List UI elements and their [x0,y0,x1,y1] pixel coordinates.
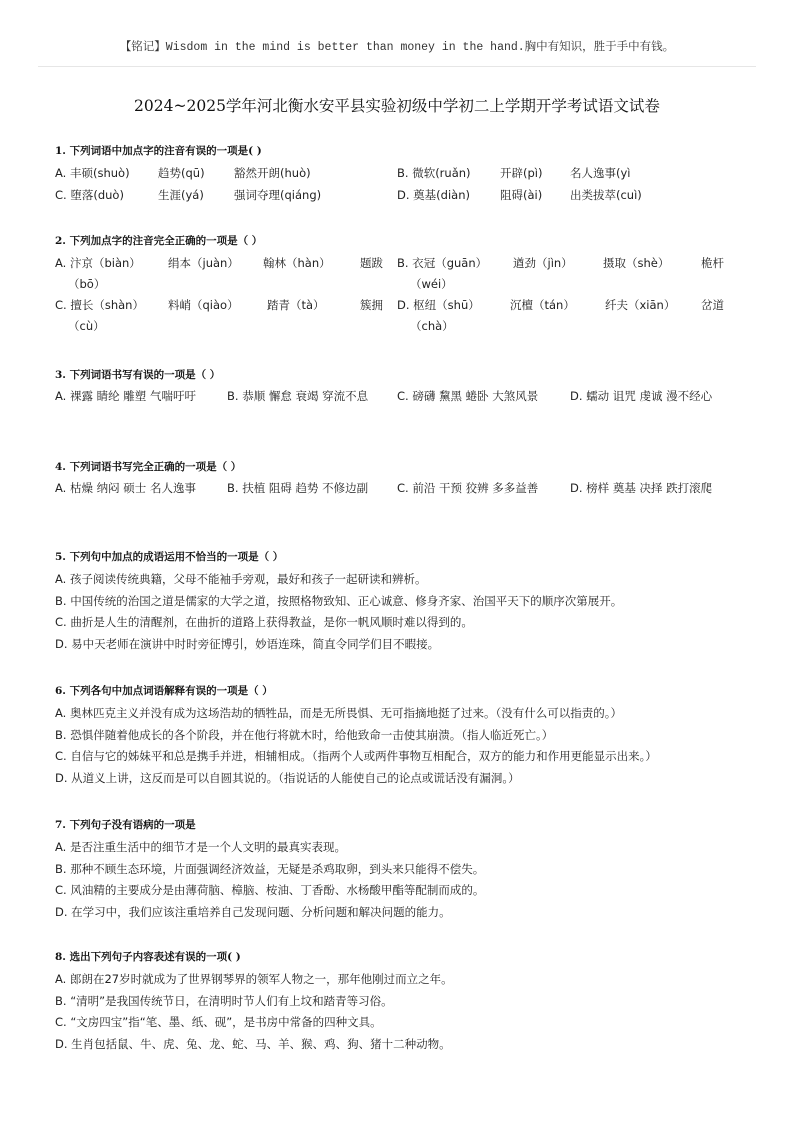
option-b-word-3: 摄取（shè） [603,256,670,270]
header-divider [38,66,756,67]
option-c-word-3: 踏青（tà） [267,298,325,312]
option-c-word-2: 料峭（qiào） [168,298,239,312]
option-a-pinyin-wrap: （bō） [68,277,106,291]
option-d-word-4: 岔道 [701,298,724,312]
option-a: A. 是否注重生活中的细节才是一个人文明的最真实表现。 [55,840,346,854]
option-a: A. 枯燥 纳闷 硕士 名人逸事 [55,481,196,495]
option-b: B. 扶植 阻碍 趋势 不修边副 [227,481,369,495]
option-b: B. 恭顺 懈怠 衰竭 穿流不息 [227,389,369,403]
option-c: C. 磅礴 黧黑 蜷卧 大煞风景 [397,389,539,403]
option-d-word-2: 阻碍(ài) [500,188,543,202]
option-a: A. 郎朗在27岁时就成为了世界钢琴界的领军人物之一，那年他刚过而立之年。 [55,972,453,986]
question-stem: 8. 选出下列句子内容表述有误的一项( ) [55,951,241,963]
option-b-word-1: B. 微软(ruǎn) [397,166,471,180]
question-6 [55,680,745,788]
option-a-word-3: 翰林（hàn） [263,256,331,270]
option-d: D. 生肖包括鼠、牛、虎、兔、龙、蛇、马、羊、猴、鸡、狗、猪十二种动物。 [55,1036,451,1051]
option-d-word-1: D. 枢纽（shū） [397,298,480,312]
option-c: C. 自信与它的姊妹平和总是携手并进，相辅相成。（指两个人或两件事物互相配合，双方的能力和作用更能显示出来。） [55,749,657,763]
option-d-word-3: 出类拔萃(cuì) [570,188,642,202]
option-c-word-1: C. 堕落(duò) [55,188,124,202]
question-stem: 1. 下列词语中加点字的注音有误的一项是( ) [55,145,262,157]
option-d-word-2: 沉檀（tán） [510,298,575,312]
option-d-word-3: 纤夫（xiān） [605,298,676,312]
question-2 [55,230,745,336]
option-d-pinyin-wrap: （chà） [410,319,454,333]
option-row-ab [55,162,745,184]
question-5 [55,546,745,654]
question-stem: 7. 下列句子没有语病的一项是 [55,819,196,831]
option-b-word-4: 桅杆 [701,256,724,270]
option-c-word-4: 簇拥 [360,298,383,312]
question-stem: 2. 下列加点字的注音完全正确的一项是（ ） [55,235,263,247]
option-a: A. 奥林匹克主义并没有成为这场浩劫的牺牲品，而是无所畏惧、无可指摘地挺了过来。（没有什么可以指责的。） [55,706,622,720]
option-c: C. “文房四宝”指“笔、墨、纸、砚”，是书房中常备的四种文具。 [55,1015,382,1029]
motto-header: 【铭记】Wisdom in the mind is better than money in the hand.胸中有知识，胜于手中有钱。 [119,41,675,54]
question-4 [55,456,745,520]
option-d: D. 蠕动 诅咒 虔诚 漫不经心 [570,389,713,403]
option-b-word-2: 开辟(pì) [500,166,543,180]
option-d: D. 易中天老师在演讲中时时旁征博引，妙语连珠，简直令同学们目不暇接。 [55,636,440,651]
option-a: A. 裸露 睛纶 雕塑 气喘吁吁 [55,389,196,403]
option-b: B. 那种不顾生态环境，片面强调经济效益，无疑是杀鸡取卵，到头来只能得不偿失。 [55,861,485,876]
question-1 [55,140,745,206]
question-7 [55,814,745,922]
option-row-ab [55,252,745,294]
page-title: 2024~2025学年河北衡水安平县实验初级中学初二上学期开学考试语文试卷 [134,97,660,115]
option-c: C. 曲折是人生的清醒剂，在曲折的道路上获得教益，是你一帆风顺时难以得到的。 [55,615,473,629]
option-row [55,386,745,428]
option-d: D. 从道义上讲，这反而是可以自圆其说的。（指说话的人能使自己的论点或谎话没有漏洞。） [55,770,520,785]
option-a: A. 孩子阅读传统典籍，父母不能袖手旁观，最好和孩子一起研读和辨析。 [55,572,427,586]
option-row-cd [55,184,745,206]
question-stem: 3. 下列词语书写有误的一项是（ ） [55,369,221,381]
option-c: C. 前沿 干预 狡辨 多多益善 [397,481,539,495]
option-row [55,478,745,520]
option-a-word-2: 趋势(qū) [158,166,205,180]
option-d-word-1: D. 奠基(diàn) [397,188,470,202]
question-3 [55,364,745,428]
option-b-pinyin-wrap: （wéi） [410,277,453,291]
option-d: D. 在学习中，我们应该注重培养自己发现问题、分析问题和解决问题的能力。 [55,904,451,919]
option-c-word-1: C. 擅长（shàn） [55,298,144,312]
question-stem: 5. 下列句中加点的成语运用不恰当的一项是（ ） [55,551,284,563]
option-b-word-2: 遒劲（jìn） [513,256,573,270]
option-b: B. 恐惧伴随着他成长的各个阶段，并在他行将就木时，给他致命一击使其崩溃。（指人临近死亡。） [55,727,554,742]
option-c: C. 风油精的主要成分是由薄荷脑、樟脑、桉油、丁香酚、水杨酸甲酯等配制而成的。 [55,883,485,897]
question-stem: 4. 下列词语书写完全正确的一项是（ ） [55,461,242,473]
option-d: D. 榜样 奠基 决择 跌打滚爬 [570,481,713,495]
option-b-word-1: B. 衣冠（guān） [397,256,488,270]
option-c-word-3: 强词夺理(qiáng) [234,188,322,202]
option-a-word-1: A. 丰硕(shuò) [55,166,130,180]
option-a-word-1: A. 汴京（biàn） [55,256,141,270]
option-a-word-3: 豁然开朗(huò) [234,166,311,180]
option-a-word-2: 绢本（juàn） [168,256,239,270]
question-stem: 6. 下列各句中加点词语解释有误的一项是（ ） [55,685,273,697]
option-row-cd [55,294,745,336]
option-b: B. 中国传统的治国之道是儒家的大学之道，按照格物致知、正心诚意、修身齐家、治国平天下的顺序次第展开。 [55,593,623,608]
option-c-word-2: 生涯(yá) [158,188,204,202]
option-a-word-4: 题跋 [360,256,383,270]
option-b: B. “清明”是我国传统节日，在清明时节人们有上坟和踏青等习俗。 [55,993,393,1008]
option-b-word-3: 名人逸事(yì [570,166,631,180]
option-c-pinyin-wrap: （cù） [68,319,105,333]
question-8 [55,946,745,1054]
